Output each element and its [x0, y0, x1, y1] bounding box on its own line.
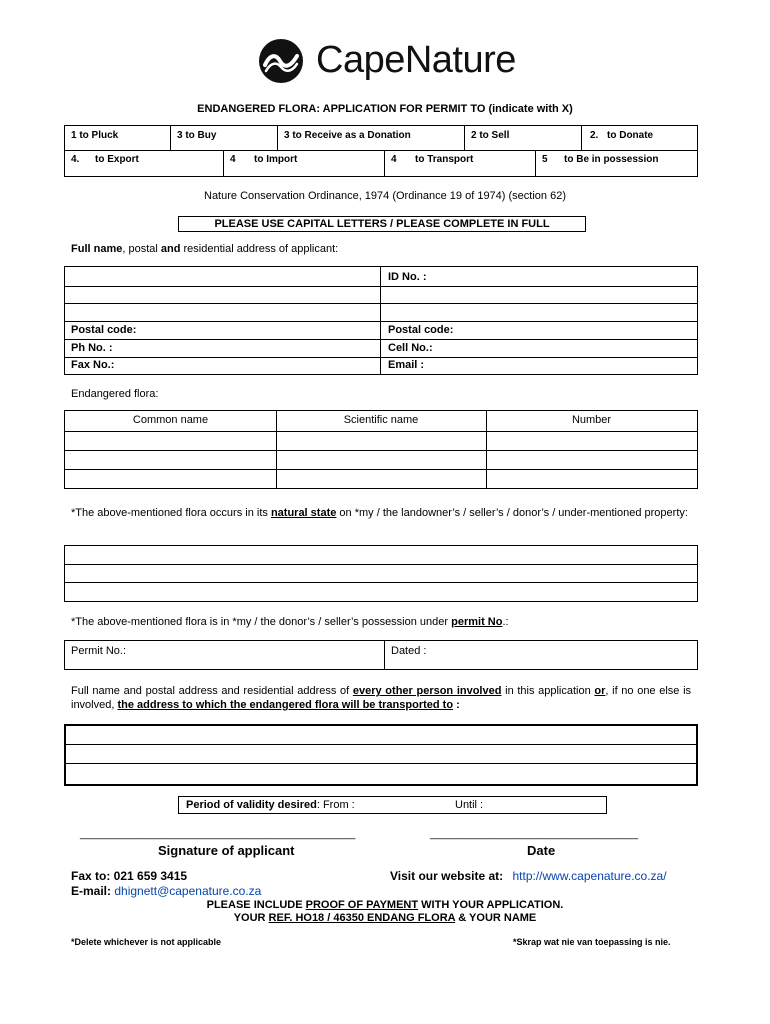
postal-code-left-label: Postal code:	[71, 324, 137, 336]
purpose-possession-num: 5	[542, 154, 548, 165]
form-title: ENDANGERED FLORA: APPLICATION FOR PERMIT TO (indicate with X)	[197, 103, 573, 115]
cell-label: Cell No.:	[388, 342, 433, 354]
applicant-intro: Full name, postal and residential address of applicant:	[71, 243, 339, 255]
dated-label[interactable]: Dated :	[391, 645, 427, 657]
flora-col-number: Number	[571, 414, 612, 426]
reference-notice: YOUR REF. HO18 / 46350 ENDANG FLORA & YOUR NAME	[233, 912, 537, 924]
purpose-transport[interactable]: to Transport	[415, 154, 474, 165]
footer-delete-note: *Delete whichever is not applicable	[71, 937, 222, 947]
natural-state-text: *The above-mentioned flora occurs in its natural state on *my / the landowner’s / seller’s / donor’s / under-mentioned property:	[71, 507, 688, 519]
flora-col-scientific-name: Scientific name	[343, 414, 419, 426]
possession-text: *The above-mentioned flora is in *my / the donor’s / seller’s possession under permit No.:	[71, 616, 509, 628]
permit-no-label[interactable]: Permit No.:	[71, 645, 127, 657]
phone-label: Ph No. :	[71, 342, 113, 354]
purpose-receive-donation[interactable]: 3 to Receive as a Donation	[284, 130, 411, 141]
purpose-possession[interactable]: to Be in possession	[564, 154, 659, 165]
purpose-sell[interactable]: 2 to Sell	[471, 130, 510, 141]
postal-code-right-label: Postal code:	[388, 324, 454, 336]
purpose-export[interactable]: to Export	[95, 154, 139, 165]
fax-number: Fax to: 021 659 3415	[71, 869, 188, 883]
applicant-table	[64, 266, 698, 375]
date-line[interactable]: __________________________________	[430, 828, 639, 840]
signature-line[interactable]: _____________________________________________	[80, 828, 356, 840]
ordinance-text: Nature Conservation Ordinance, 1974 (Ordinance 19 of 1974) (section 62)	[204, 190, 566, 202]
brand-name: CapeNature	[316, 39, 516, 81]
validity-until-label: Until :	[455, 799, 484, 811]
capital-letters-notice: PLEASE USE CAPITAL LETTERS / PLEASE COMPLETE IN FULL	[178, 216, 586, 232]
purpose-buy[interactable]: 3 to Buy	[177, 130, 217, 141]
validity-from-label: Period of validity desired: From :	[186, 799, 355, 811]
purpose-donate-num: 2.	[590, 130, 599, 141]
id-number-label: ID No. :	[388, 271, 427, 283]
purpose-table	[64, 125, 698, 177]
signature-label: Signature of applicant	[158, 843, 295, 858]
other-person-table[interactable]	[64, 724, 698, 786]
email-contact-label: E-mail:	[71, 884, 112, 898]
payment-notice: PLEASE INCLUDE PROOF OF PAYMENT WITH YOUR APPLICATION.	[206, 899, 564, 911]
purpose-transport-num: 4	[391, 154, 397, 165]
footer-skrap-note: *Skrap wat nie van toepassing is nie.	[513, 937, 671, 947]
flora-col-common-name: Common name	[132, 414, 209, 426]
date-label: Date	[527, 843, 556, 858]
purpose-import[interactable]: to Import	[254, 154, 298, 165]
applicant-name-field[interactable]	[65, 286, 380, 303]
permit-table	[64, 640, 698, 670]
flora-table	[64, 410, 698, 489]
purpose-donate[interactable]: to Donate	[607, 130, 654, 141]
validity-period-box[interactable]	[178, 796, 607, 814]
other-person-text: Full name and postal address and residential address of every other person involved in this application or, if no one else is involved, the address to which the endangered flora will be transported to :	[71, 685, 692, 711]
email-label: Email :	[388, 359, 425, 371]
website-label: Visit our website at:	[390, 869, 504, 883]
website-link[interactable]: http://www.capenature.co.za/	[512, 869, 667, 883]
email-line	[71, 884, 261, 898]
email-link[interactable]: dhignett@capenature.co.za	[114, 884, 262, 898]
website-line	[390, 869, 667, 883]
fax-label: Fax No.:	[71, 359, 115, 371]
applicant-address-field[interactable]	[65, 303, 380, 321]
purpose-export-num: 4.	[71, 154, 80, 165]
capenature-logo-icon	[258, 38, 304, 84]
property-table[interactable]	[64, 545, 698, 602]
purpose-import-num: 4	[230, 154, 236, 165]
flora-heading: Endangered flora:	[71, 388, 159, 400]
purpose-pluck[interactable]: 1 to Pluck	[71, 130, 119, 141]
capenature-logo	[258, 38, 518, 88]
